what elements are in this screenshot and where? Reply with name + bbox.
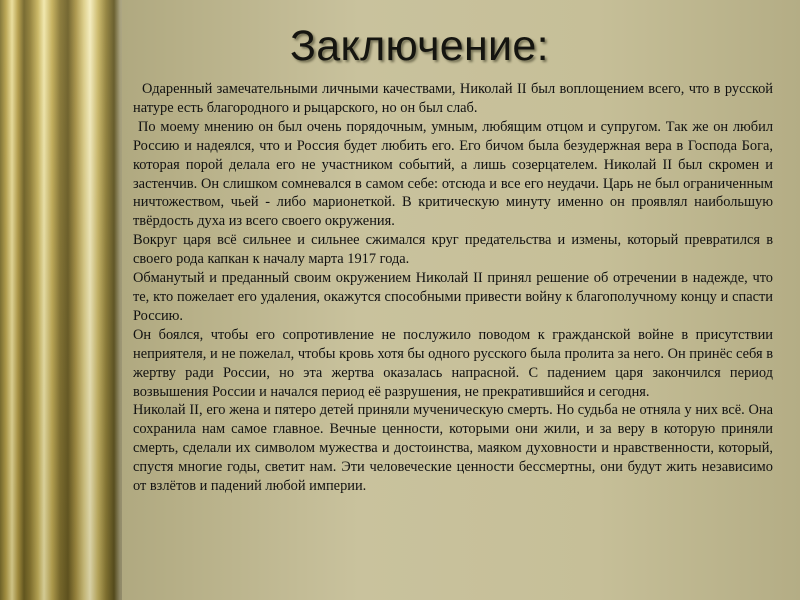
paragraph-3: Вокруг царя всё сильнее и сильнее сжимался круг предательства и измены, который превратился в своего рода капкан к началу марта 1917 года.: [133, 232, 773, 268]
slide-title: Заключение:: [290, 22, 549, 70]
decorative-gold-stripes: [0, 0, 128, 600]
paragraph-5: Он боялся, чтобы его сопротивление не послужило поводом к гражданской войне в присутствии неприятеля, и не пожелал, чтобы кровь хотя бы одного русского была пролита за него. Он принёс себя в жертву ради России, но эта жертва оказалась напрасной. С падением царя закончился период возвышения России и начался период её разрушения, не прекратившийся и сегодня.: [133, 326, 773, 400]
paragraph-4: Обманутый и преданный своим окружением Николай II принял решение об отречении в надежде, что те, кто пожелает его удаления, окажутся способными привести войну к благополучному концу и спасти Россию.: [133, 270, 773, 324]
slide-body-text: [133, 80, 773, 496]
paragraph-6: Николай II, его жена и пятеро детей приняли мученическую смерть. Но судьба не отняла у них всё. Она сохранила нам самое главное. Вечные ценности, которыми они жили, и за веру в которую приняли смерть, сделали их символом мужества и достоинства, маяком духовности и нравственности, который, спустя многие годы, светит нам. Эти человеческие ценности бессмертны, они будут жить независимо от взлётов и падений любой империи.: [133, 402, 773, 495]
paragraph-1: Одаренный замечательными личными качествами, Николай II был воплощением всего, что в русской натуре есть благородного и рыцарского, но он был слаб.: [133, 81, 773, 116]
paragraph-2: По моему мнению он был очень порядочным, умным, любящим отцом и супругом. Так же он любил Россию и надеялся, что и Россия будет любить его. Его бичом была безудержная вера в Господа Бога, которая порой делала его не участником событий, а лишь созерцателем. Николай II был скромен и застенчив. Он слишком сомневался в самом себе: отсюда и все его неудачи. Царь не был ограниченным ничтожеством, чьей - либо марионеткой. В критическую минуту именно он проявлял наибольшую твёрдость духа из всего своего окружения.: [133, 118, 773, 230]
